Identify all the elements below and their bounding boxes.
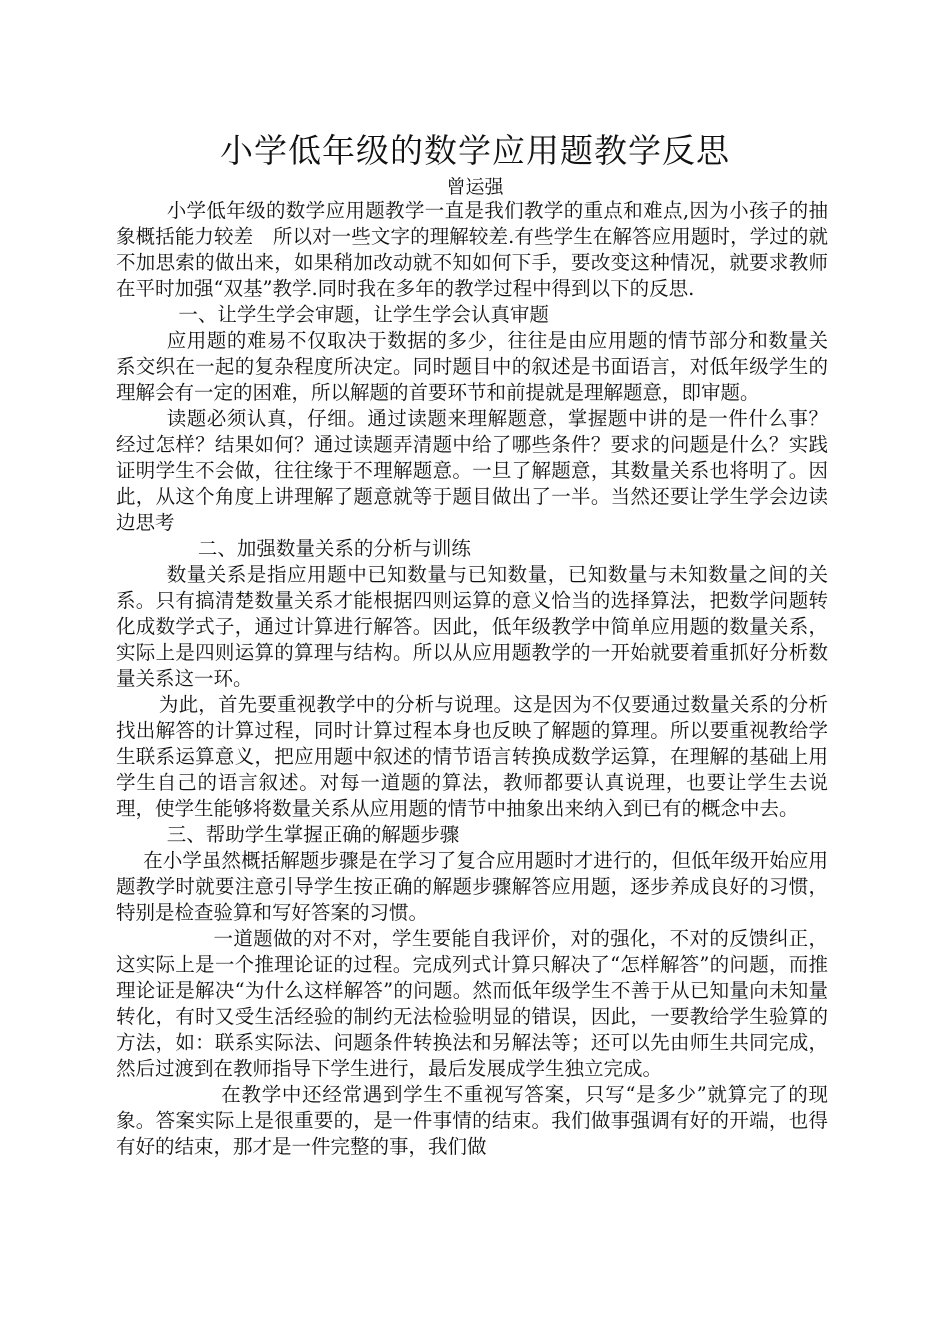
paragraph: 读题必须认真，仔细。通过读题来理解题意，掌握题中讲的是一件什么事？经过怎样？结果如何？通过读题弄清题中给了哪些条件？要求的问题是什么？实践证明学生不会做，往往缘于不理解题意。一旦了解题意，其数量关系也将明了。因此，从这个角度上讲理解了题意就等于题目做出了一半。当然还要让学生学会边读边思考 [116,407,828,534]
paragraph: 为此，首先要重视教学中的分析与说理。这是因为不仅要通过数量关系的分析找出解答的计算过程，同时计算过程本身也反映了解题的算理。所以要重视教给学生联系运算意义，把应用题中叙述的情节语言转换成数学运算，在理解的基础上用学生自己的语言叙述。对每一道题的算法，教师都要认真说理，也要让学生去说理，使学生能够将数量关系从应用题的情节中抽象出来纳入到已有的概念中去。 [116,693,828,820]
document-author: 曾运强 [446,176,504,198]
paragraph: 应用题的难易不仅取决于数据的多少，往往是由应用题的情节部分和数量关系交织在一起的复杂程度所决定。同时题目中的叙述是书面语言，对低年级学生的理解会有一定的困难，所以解题的首要环节和前提就是理解题意，即审题。 [116,329,828,404]
section-heading-2: 二、加强数量关系的分析与训练 [197,537,471,560]
section-heading-1: 一、让学生学会审题，让学生学会认真审题 [178,303,549,326]
document-body [116,198,828,1160]
paragraph-intro: 小学低年级的数学应用题教学一直是我们教学的重点和难点,因为小孩子的抽象概括能力较差 所以对一些文字的理解较差.有些学生在解答应用题时，学过的就不加思索的做出来，如果稍加改动就不知如何下手，要改变这种情况，就要求教师在平时加强“双基”教学.同时我在多年的教学过程中得到以下的反思. [116,199,828,300]
paragraph: 在教学中还经常遇到学生不重视写答案，只写“是多少”就算完了的现象。答案实际上是很重要的，是一件事情的结束。我们做事强调有好的开端，也得有好的结束，那才是一件完整的事，我们做 [116,1083,828,1158]
paragraph: 数量关系是指应用题中已知数量与已知数量，已知数量与未知数量之间的关系。只有搞清楚数量关系才能根据四则运算的意义恰当的选择算法，把数学问题转化成数学式子，通过计算进行解答。因此，低年级教学中简单应用题的数量关系，实际上是四则运算的算理与结构。所以从应用题教学的一开始就要着重抓好分析数量关系这一环。 [116,563,828,690]
paragraph: 一道题做的对不对，学生要能自我评价，对的强化，不对的反馈纠正，这实际上是一个推理论证的过程。完成列式计算只解决了“怎样解答”的问题，而推理论证是解决“为什么这样解答”的问题。然而低年级学生不善于从已知量向未知量转化，有时又受生活经验的制约无法检验明显的错误，因此，一要教给学生验算的方法，如：联系实际法、问题条件转换法和另解法等；还可以先由师生共同完成，然后过渡到在教师指导下学生进行，最后发展成学生独立完成。 [116,927,828,1080]
section-heading-3: 三、帮助学生掌握正确的解题步骤 [166,823,460,846]
paragraph: 在小学虽然概括解题步骤是在学习了复合应用题时才进行的，但低年级开始应用题教学时就要注意引导学生按正确的解题步骤解答应用题，逐步养成良好的习惯，特别是检查验算和写好答案的习惯。 [116,849,828,924]
document-title: 小学低年级的数学应用题教学反思 [220,131,730,170]
